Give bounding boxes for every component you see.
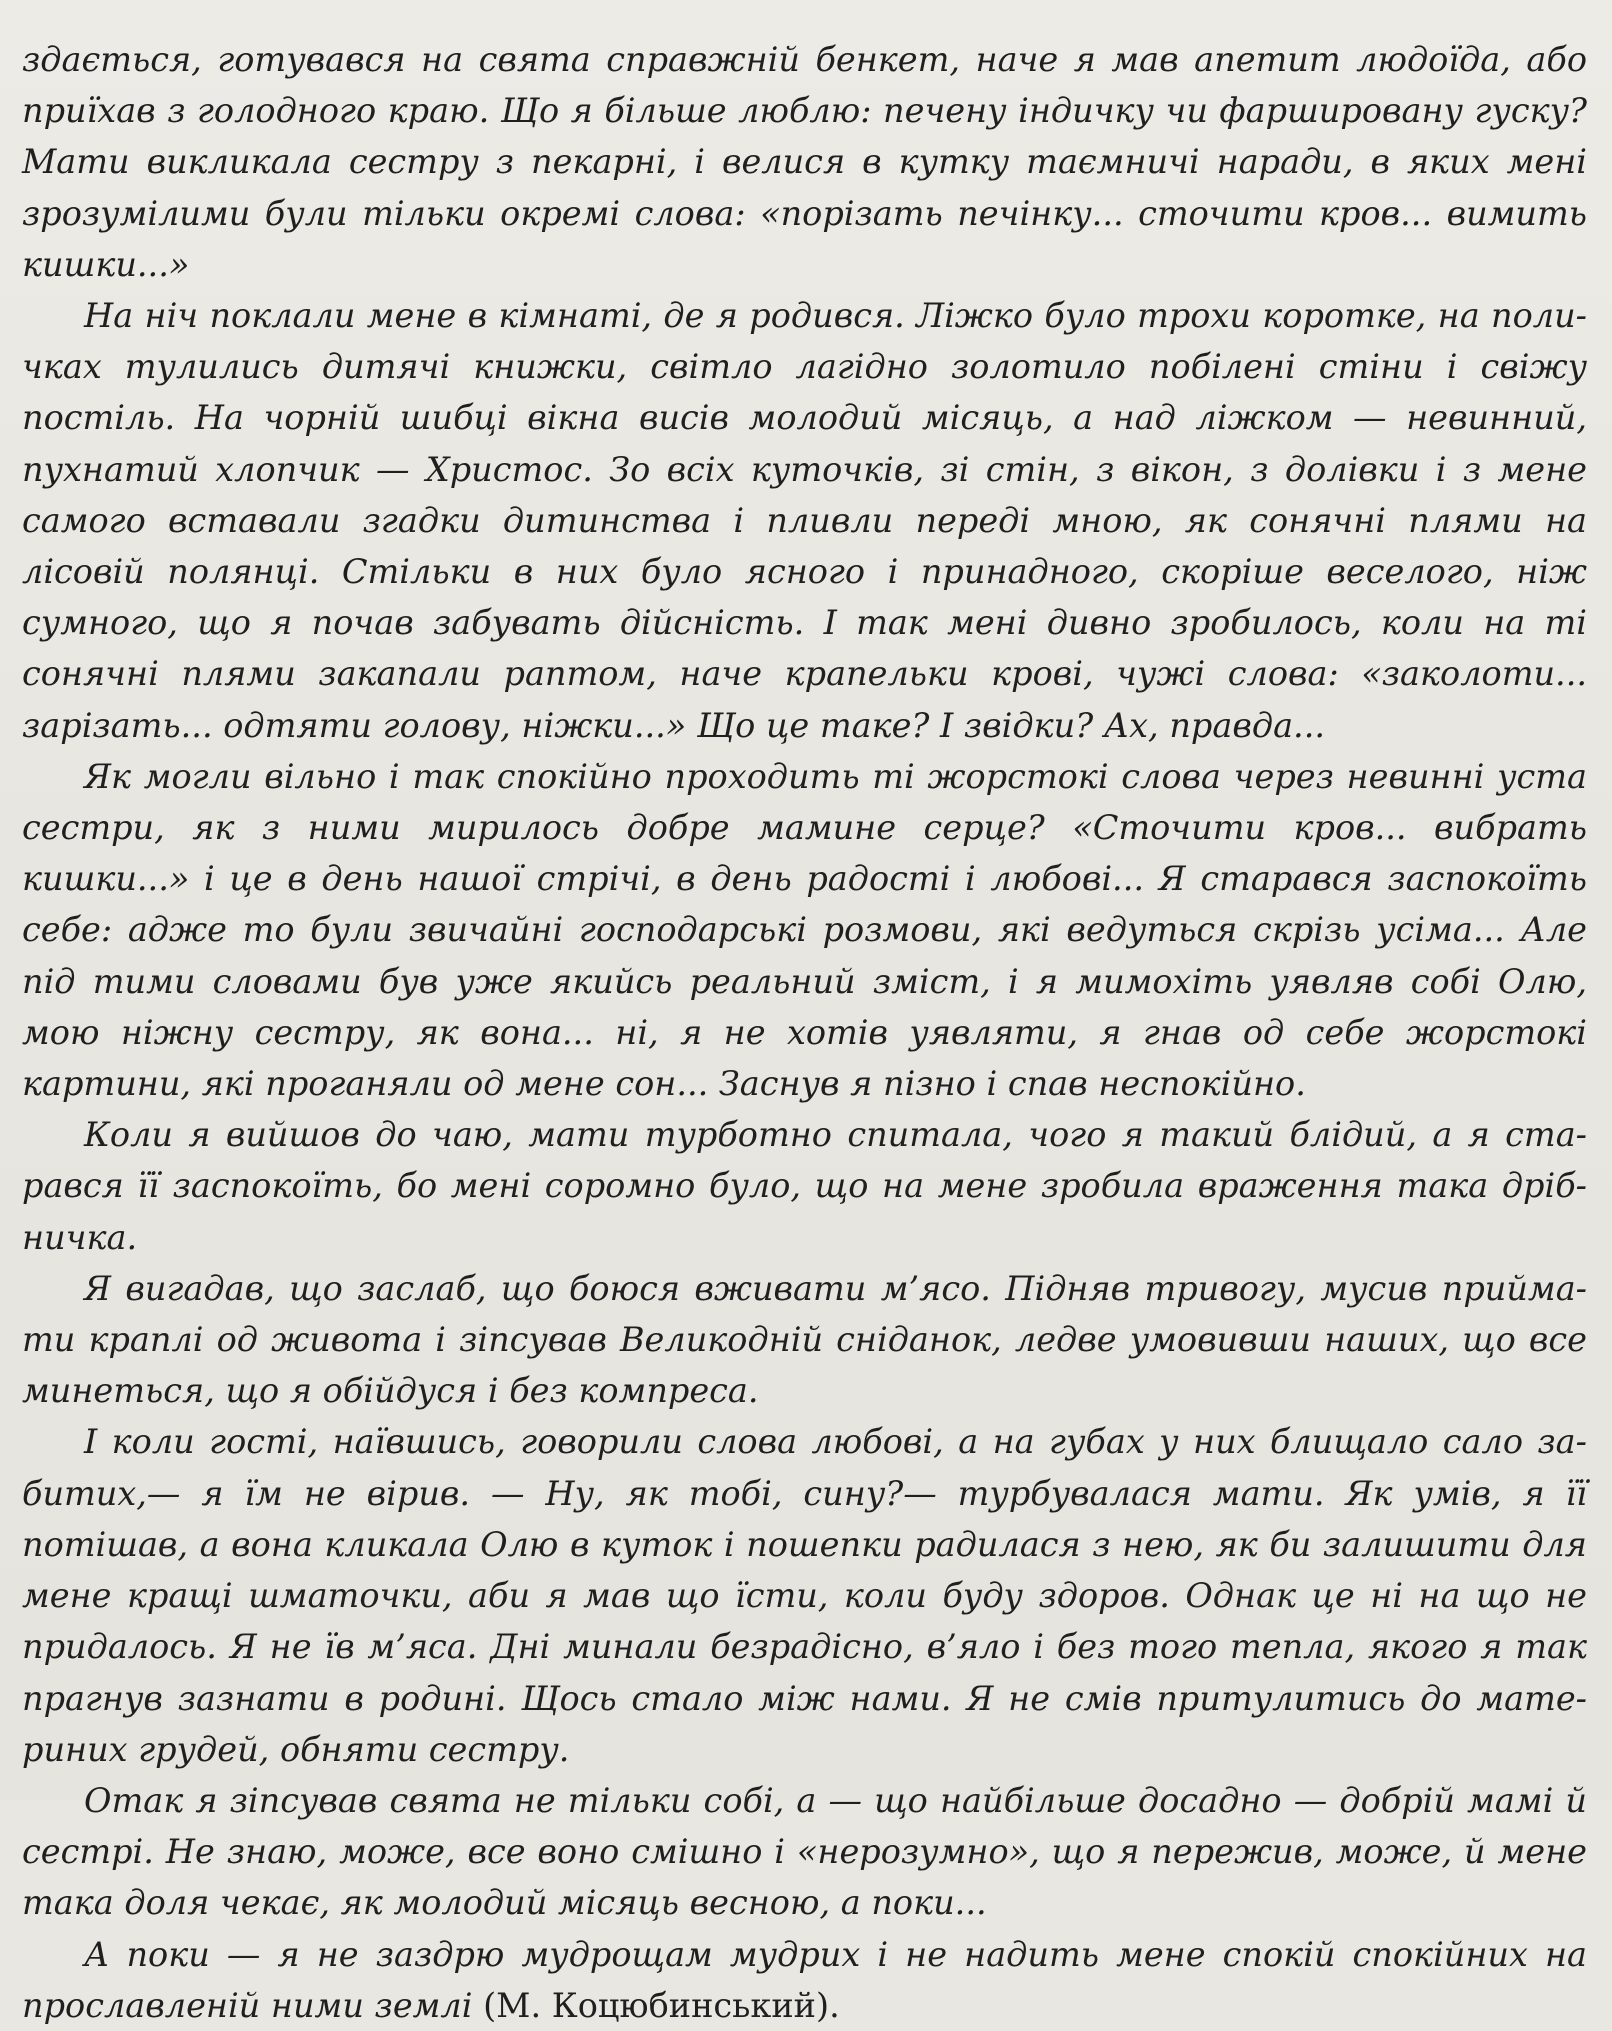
paragraph: На ніч поклали мене в кімнаті, де я родився. Ліжко було трохи коротке, на поличках тулились дитячі книжки, світло лагідно золотило побілені стіни і свіжу постіль. На чорній шибці вікна висів молодий місяць, а над ліжком — невинний, пухнатий хлопчик — Христос. Зо всіх куточків, зі стін, з вікон, з долівки і з мене самого вставали згадки дитинства і пливли переді мною, як сонячні плями на лісовій полянці. Стільки в них було ясного і принадного, скоріше веселого, ніж сумного, що я почав забувать дійсність. І так мені дивно зробилось, коли на ті сонячні плями закапали раптом, наче крапельки крові, чужі слова: «заколоти... зарізать... одтяти голову, ніжки...» Що це таке? І звідки? Ах, правда... [22, 296, 1587, 745]
paragraph: Коли я вийшов до чаю, мати турботно спитала, чого я такий блідий, а я старався її заспокоїть, бо мені соромно було, що на мене зробила враження така дрібничка. [22, 1115, 1587, 1257]
paragraph: І коли гості, наївшись, говорили слова любові, а на губах у них блищало сало забитих,— я їм не вірив. — Ну, як тобі, сину?— турбувалася мати. Як умів, я її потішав, а вона кликала Олю в куток і пошепки радилася з нею, як би залишити для мене кращі шматочки, аби я мав що їсти, коли буду здоров. Однак це ні на що не придалось. Я не їв м’яса. Дні минали безрадісно, в’яло і без того тепла, якого я так прагнув зазнати в родині. Щось стало між нами. Я не смів притулитись до материних грудей, обняти сестру. [22, 1422, 1587, 1769]
paragraph: Я вигадав, що заслаб, що боюся вживати м’ясо. Підняв тривогу, мусив приймати краплі од живота і зіпсував Великодній сніданок, ледве умовивши наших, що все минеться, що я обійдуся і без компреса. [22, 1268, 1587, 1411]
paragraph: Отак я зіпсував свята не тільки собі, а — що найбільше досадно — добрій мамі й сестрі. Не знаю, може, все воно смішно і «нерозумно», що я пережив, може, й мене така доля чекає, як молодий місяць весною, а поки... [22, 1780, 1587, 1923]
paragraph: Як могли вільно і так спокійно проходить ті жорстокі слова через невинні уста сестри, як з ними мирилось добре мамине серце? «Сточити кров... вибрать кишки...» і це в день нашої стрічі, в день радості і любові... Я старався заспокоїть себе: адже то були звичайні господарські розмови, які ведуться скрізь усіма... Але під тими словами був уже якийсь реальний зміст, і я мимохіть уявляв собі Олю, мою ніжну сестру, як вона... ні, я не хотів уявляти, я гнав од себе жорстокі картини, які проганяли од мене сон... Заснув я пізно і спав неспокійно. [22, 756, 1587, 1104]
paragraph-final-text: А поки — я не заздрю мудрощам мудрих і не надить мене спокій спокійних на прославленій ними землі [22, 1934, 1587, 2025]
text-body [22, 34, 1587, 2031]
paragraph-final [22, 1929, 1587, 2031]
paragraph: здається, готувався на свята справжній бенкет, наче я мав апетит людоїда, або приїхав з голодного краю. Що я більше люблю: печену індичку чи фаршировану гуску? Мати викликала сестру з пекарні, і велися в кутку таємничі наради, в яких мені зрозумілими були тільки окремі слова: «порізать печінку... сточити кров... вимить кишки...» [22, 40, 1587, 284]
author-attribution: (М. Коцюбинський). [472, 1985, 840, 2025]
